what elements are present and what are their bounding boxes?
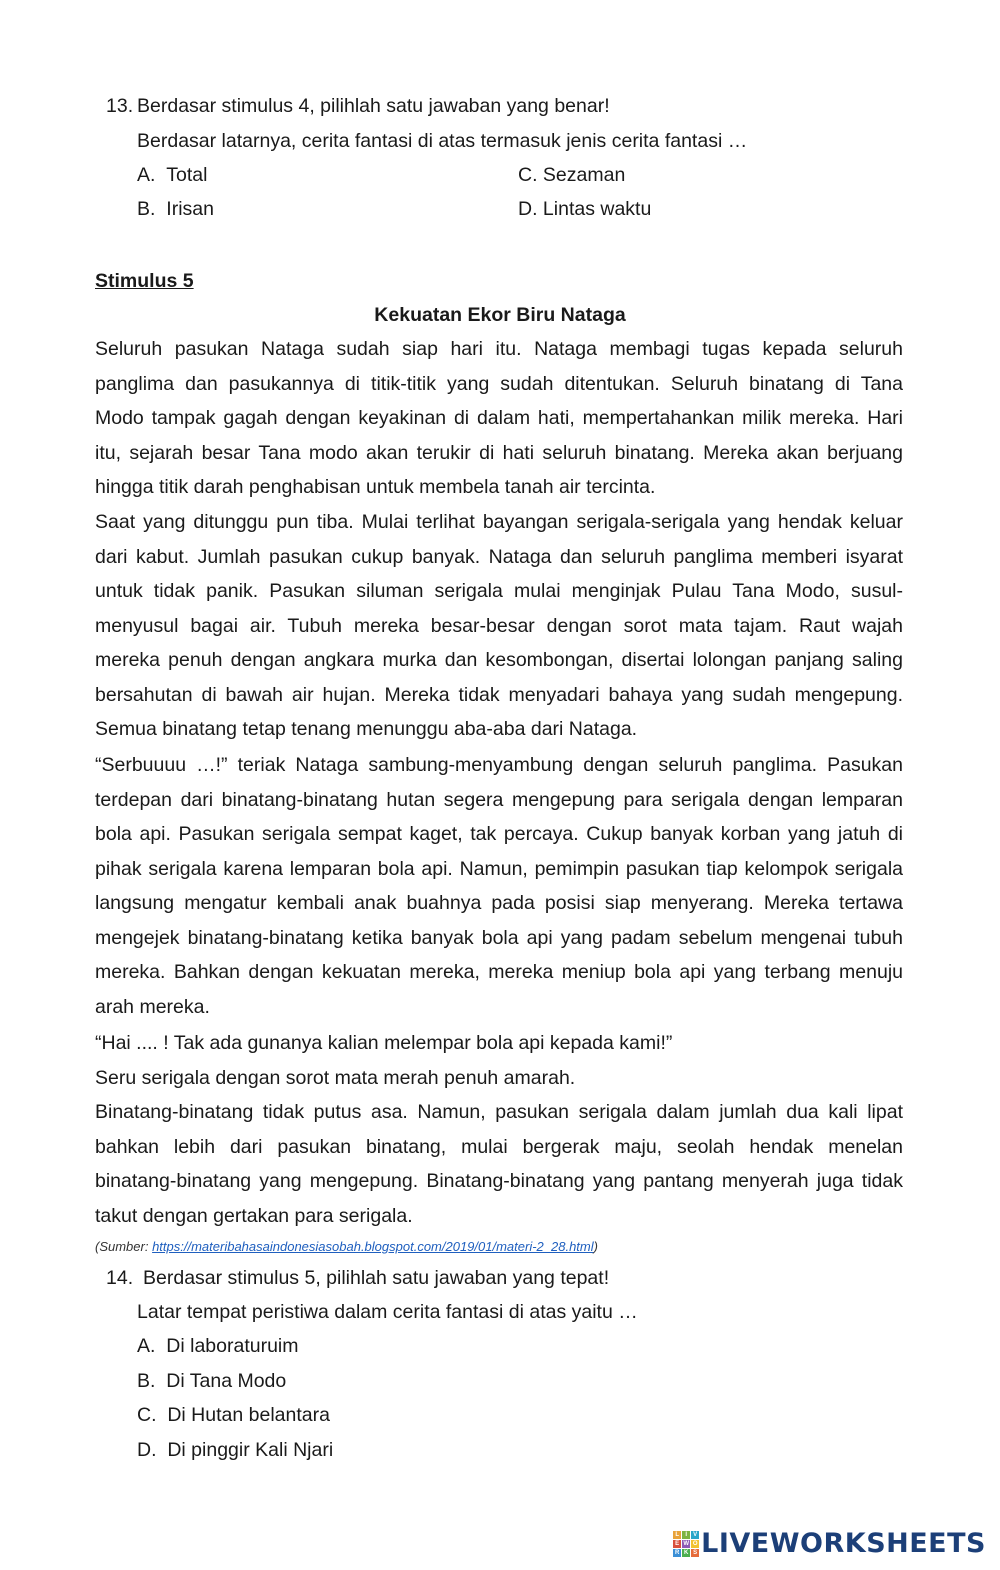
story-paragraph-1 [95, 332, 903, 505]
option-letter: D. [137, 1439, 157, 1461]
paragraph-line: Saat yang ditunggu pun tiba. Mulai terlihat bayangan serigala-serigala yang hendak keluar [95, 511, 903, 533]
paragraph-line: bersahutan di bawah air hujan. Mereka tidak menyadari bahaya yang sudah mengepung. [95, 683, 903, 706]
paragraph-line: mengejek binatang-binatang ketika banyak bola api yang padam sebelum mengenai tubuh [95, 926, 903, 949]
q14-prompt: Latar tempat peristiwa dalam cerita fantasi di atas yaitu … [137, 1301, 638, 1323]
logo-cell: W [683, 1540, 689, 1547]
q13-option-a[interactable] [137, 158, 207, 193]
paragraph-line: pihak serigala karena lemparan bola api. Namun, pemimpin pasukan tiap kelompok serigala [95, 857, 903, 880]
source-link[interactable]: https://materibahasaindonesiasobah.blogspot.com/2019/01/materi-2_28.html [152, 1239, 594, 1254]
paragraph-line: Semua binatang tetap tenang menunggu aba-aba dari Nataga. [95, 718, 638, 740]
logo-cell: S [693, 1549, 698, 1556]
option-text: Di pinggir Kali Njari [167, 1439, 334, 1461]
paragraph-line: hingga titik darah penghabisan untuk membela tanah air tercinta. [95, 476, 656, 498]
option-text: Di laboraturuim [166, 1335, 299, 1357]
q13-option-c[interactable] [518, 158, 625, 193]
story-title: Kekuatan Ekor Biru Nataga [374, 304, 626, 326]
paragraph-line: “Hai .... ! Tak ada gunanya kalian melempar bola api kepada kami!” [95, 1032, 673, 1054]
paragraph-line: Modo tampak gagah dengan keyakinan di dalam hati, mempertahankan milik mereka. Hari [95, 407, 903, 429]
story-paragraph-5 [95, 1061, 903, 1096]
paragraph-line: takut dengan gertakan para serigala. [95, 1204, 413, 1227]
q14-option-a[interactable] [137, 1329, 299, 1364]
q14-option-b[interactable] [137, 1364, 286, 1399]
logo-cell: V [693, 1531, 698, 1538]
logo-grid-icon [673, 1531, 699, 1557]
source-suffix: ) [593, 1239, 598, 1254]
paragraph-line: menyusul bagai air. Tubuh mereka besar-besar dengan sorot mata tajam. Raut wajah [95, 614, 903, 637]
source-citation [95, 1239, 598, 1254]
paragraph-line: langsung mengatur kembali anak buahnya pada posisi siap menyerang. Mereka tertawa [95, 892, 903, 914]
logo-cell: K [683, 1549, 689, 1556]
q14-number: 14. [106, 1267, 134, 1289]
option-letter: B. [137, 198, 156, 220]
paragraph-line: untuk tidak panik. Pasukan siluman serigala mulai menginjak Pulau Tana Modo, susul- [95, 580, 903, 602]
option-text: Irisan [166, 198, 214, 220]
logo-text: LIVEWORKSHEETS [701, 1528, 986, 1559]
paragraph-line: itu, sejarah besar Tana modo akan terukir di hati seluruh binatang. Mereka akan berjuang [95, 441, 903, 464]
option-letter: A. [137, 1335, 156, 1357]
q14-question: Berdasar stimulus 5, pilihlah satu jawaban yang tepat! [143, 1267, 610, 1289]
option-letter: A. [137, 164, 156, 186]
paragraph-line: bola api. Pasukan serigala sempat kaget, tak percaya. Cukup banyak korban yang jatuh di [95, 823, 903, 845]
paragraph-line: panglima dan pasukannya di titik-titik yang sudah ditentukan. Seluruh binatang di Tana [95, 372, 903, 395]
paragraph-line: Seluruh pasukan Nataga sudah siap hari itu. Nataga membagi tugas kepada seluruh [95, 338, 903, 360]
option-text: Di Hutan belantara [167, 1404, 330, 1426]
story-paragraph-2 [95, 505, 903, 747]
option-letter: B. [137, 1370, 156, 1392]
paragraph-line: dari kabut. Jumlah pasukan cukup banyak. Nataga dan seluruh panglima memberi isyarat [95, 545, 903, 568]
story-dialogue [95, 1026, 903, 1061]
liveworksheets-logo[interactable] [673, 1528, 986, 1559]
option-text: Total [166, 164, 208, 186]
paragraph-line: “Serbuuuu …!” teriak Nataga sambung-menyambung dengan seluruh panglima. Pasukan [95, 754, 903, 776]
option-letter: C. [518, 164, 538, 186]
logo-cell: E [675, 1540, 680, 1547]
option-text: Lintas waktu [542, 198, 652, 220]
q13-option-b[interactable] [137, 192, 214, 227]
logo-cell: O [692, 1540, 698, 1547]
option-letter: D. [518, 198, 538, 220]
q13-prompt: Berdasar latarnya, cerita fantasi di atas termasuk jenis cerita fantasi … [137, 130, 748, 152]
paragraph-line: terdepan dari binatang-binatang hutan segera mengepung para serigala dengan lemparan [95, 788, 903, 811]
story-paragraph-6 [95, 1095, 903, 1233]
q13-number: 13. [106, 95, 134, 117]
logo-cell: L [673, 1531, 681, 1539]
paragraph-line: Binatang-binatang tidak putus asa. Namun, pasukan serigala dalam jumlah dua kali lipat [95, 1101, 903, 1123]
option-text: Sezaman [542, 164, 626, 186]
paragraph-line: mereka. Bahkan dengan kekuatan mereka, mereka meniup bola api yang terbang menuju [95, 961, 903, 983]
q13-option-d[interactable] [518, 192, 651, 227]
paragraph-line: Seru serigala dengan sorot mata merah penuh amarah. [95, 1067, 576, 1089]
paragraph-line: binatang-binatang yang mengepung. Binatang-binatang yang pantang menyerah juga tidak [95, 1170, 903, 1192]
q14-option-d[interactable] [137, 1433, 333, 1468]
story-paragraph-3 [95, 748, 903, 1024]
paragraph-line: mereka penuh dengan angkara murka dan kesombongan, disertai lolongan panjang saling [95, 649, 903, 671]
stimulus-heading: Stimulus 5 [95, 270, 194, 292]
source-prefix: (Sumber: [95, 1239, 153, 1254]
option-text: Di Tana Modo [166, 1370, 287, 1392]
q14-option-c[interactable] [137, 1398, 330, 1433]
paragraph-line: bahkan lebih dari pasukan binatang, mulai bergerak maju, seolah hendak menelan [95, 1135, 903, 1158]
logo-cell: R [674, 1549, 680, 1556]
option-letter: C. [137, 1404, 157, 1426]
paragraph-line: arah mereka. [95, 995, 210, 1018]
logo-cell: I [682, 1531, 690, 1539]
q13-question: Berdasar stimulus 4, pilihlah satu jawaban yang benar! [137, 95, 610, 117]
